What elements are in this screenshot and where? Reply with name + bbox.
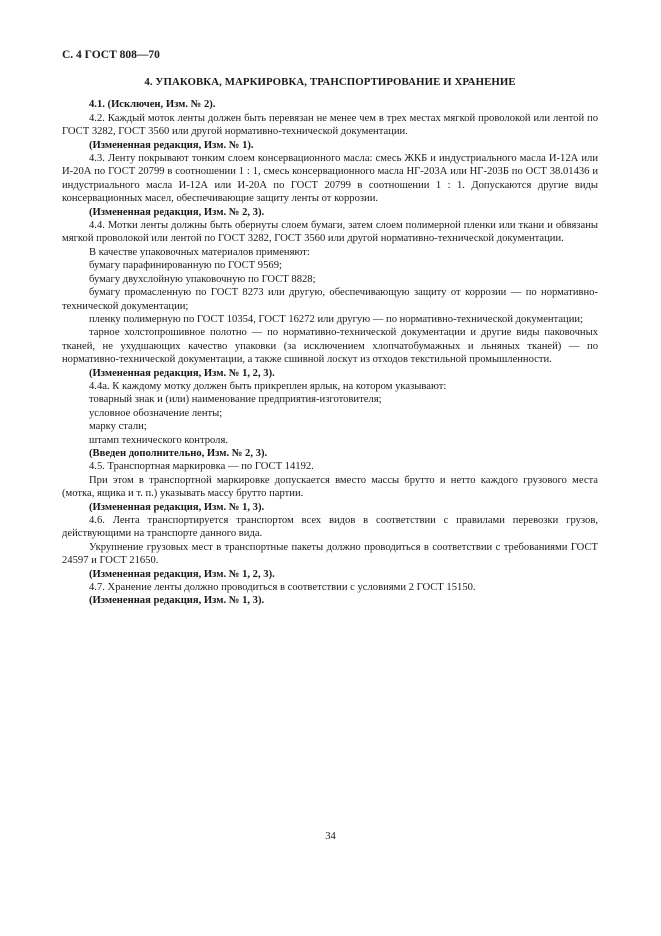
paragraph: пленку полимерную по ГОСТ 10354, ГОСТ 16272 или другую — по нормативно-технической документации; [89, 313, 583, 325]
paragraph: При этом в транспортной маркировке допускается вместо массы брутто и нетто каждого грузового места (мотка, ящика и т. п.) указывать массу брутто партии. [62, 474, 598, 500]
paragraph: бумагу промасленную по ГОСТ 8273 или другую, обеспечивающую защиту от коррозии — по нормативно-технической документации; [62, 287, 598, 312]
paragraph: 4.4а. К каждому мотку должен быть прикреплен ярлык, на котором указывают: [89, 380, 447, 392]
paragraph: В качестве упаковочных материалов применяют: [89, 246, 310, 258]
paragraph: 4.5. Транспортная маркировка — по ГОСТ 14192. [89, 461, 314, 473]
paragraph: 4.4. Мотки ленты должны быть обернуты слоем бумаги, затем слоем полимерной пленки или ткани и обвязаны мягкой проволокой или лентой по ГОСТ 3282, ГОСТ 3560 или другой нормативно-технической документации. [62, 220, 598, 245]
amendment-note: (Измененная редакция, Изм. № 1, 3). [89, 595, 265, 607]
amendment-note: 4.1. (Исключен, Изм. № 2). [89, 99, 216, 111]
amendment-note: (Измененная редакция, Изм. № 1, 3). [89, 501, 265, 513]
amendment-note: (Введен дополнительно, Изм. № 2, 3). [89, 447, 268, 459]
paragraph: бумагу парафинированную по ГОСТ 9569; [89, 260, 282, 272]
section-title: 4. УПАКОВКА, МАРКИРОВКА, ТРАНСПОРТИРОВАНИЕ И ХРАНЕНИЕ [144, 76, 516, 88]
amendment-note: (Измененная редакция, Изм. № 1, 2, 3). [89, 367, 275, 379]
paragraph: Укрупнение грузовых мест в транспортные пакеты должно проводиться в соответствии с требованиями ГОСТ 24597 и ГОСТ 21650. [62, 541, 598, 567]
paragraph-list [62, 98, 598, 607]
paragraph: 4.6. Лента транспортируется транспортом всех видов в соответствии с правилами перевозки грузов, действующими на транспорте данного вида. [62, 515, 598, 540]
amendment-note: (Измененная редакция, Изм. № 2, 3). [89, 206, 265, 218]
amendment-note: (Измененная редакция, Изм. № 1). [89, 139, 254, 151]
paragraph: 4.7. Хранение ленты должно проводиться в соответствии с условиями 2 ГОСТ 15150. [89, 582, 476, 594]
paragraph: товарный знак и (или) наименование предприятия-изготовителя; [89, 394, 382, 406]
paragraph: штамп технического контроля. [89, 434, 228, 446]
page-header: С. 4 ГОСТ 808—70 [62, 49, 160, 61]
paragraph: тарное холстопрошивное полотно — по нормативно-технической документации и другие виды паковочных тканей, не ухудшающих качество упаковки (за исключением хлопчатобумажных и льняных тканей) — по нормативно-технической документации, а также сшивной лоскут из отходов текстильной промышленности. [62, 327, 598, 366]
amendment-note: (Измененная редакция, Изм. № 1, 2, 3). [89, 568, 275, 580]
paragraph: марку стали; [89, 421, 147, 433]
paragraph: 4.3. Ленту покрывают тонким слоем консервационного масла: смесь ЖКБ и индустриального масла И-12А или И-20А по ГОСТ 20799 в соотношении 1 : 1, смесь консервационного масла НГ-203А или НГ-203Б по ОСТ 38.01436 и индустриального масла И-12А или И-20А по ГОСТ 20799 в соотношении 1 : 1. Допускаются другие виды консервационных масел, обеспечивающие защиту ленты от коррозии. [62, 153, 598, 205]
paragraph: бумагу двухслойную упаковочную по ГОСТ 8828; [89, 273, 316, 285]
paragraph: 4.2. Каждый моток ленты должен быть перевязан не менее чем в трех местах мягкой проволокой или лентой по ГОСТ 3282, ГОСТ 3560 или другой нормативно-технической документации. [62, 112, 598, 138]
page-number: 34 [325, 831, 336, 842]
document-body [62, 76, 598, 608]
paragraph: условное обозначение ленты; [89, 407, 223, 419]
